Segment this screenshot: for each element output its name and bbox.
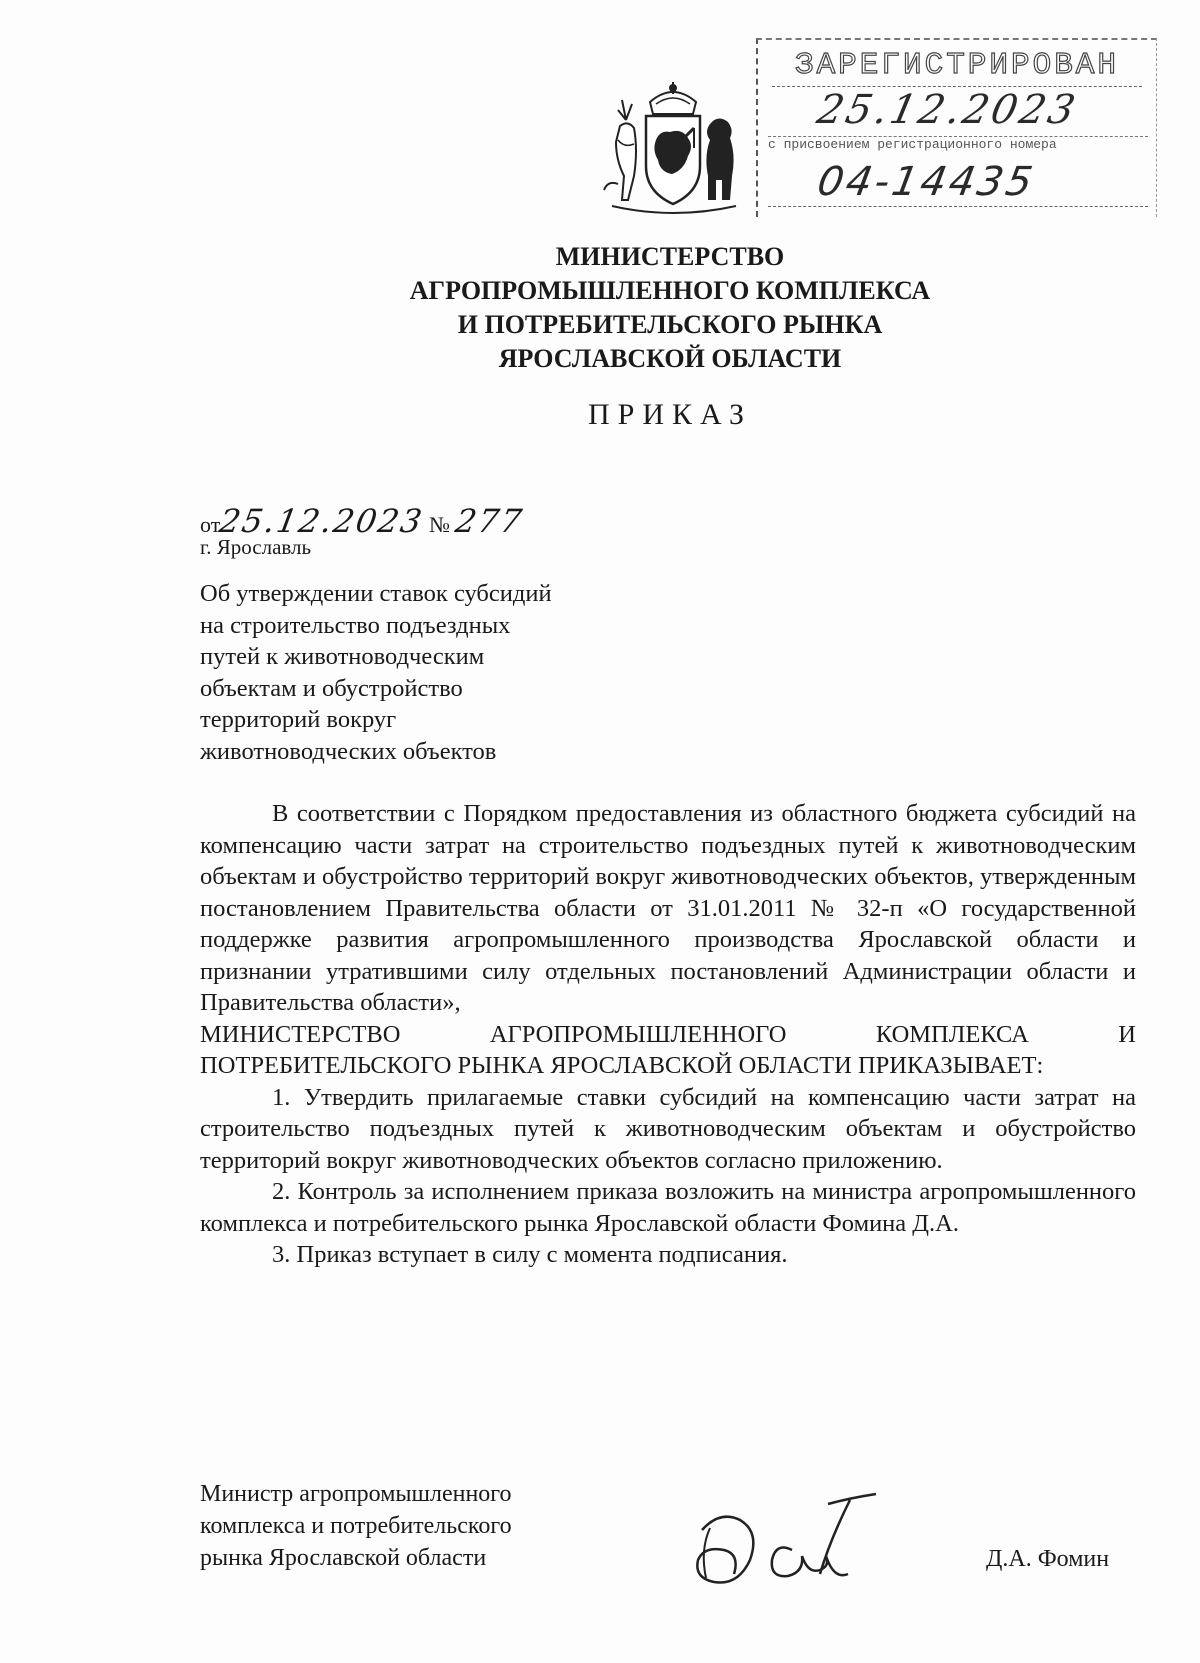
decree-statement: МИНИСТЕРСТВО АГРОПРОМЫШЛЕННОГО КОМПЛЕКСА И ПОТРЕБИТЕЛЬСКОГО РЫНКА ЯРОСЛАВСКОЙ ОБЛАСТИ ПРИКАЗЫВАЕТ: bbox=[200, 1020, 1136, 1079]
ministry-title bbox=[300, 240, 1040, 376]
ministry-title-line: ЯРОСЛАВСКОЙ ОБЛАСТИ bbox=[498, 344, 842, 373]
subject-line: на строительство подъездных bbox=[200, 611, 511, 639]
stamp-date: 25.12.2023 bbox=[813, 87, 1082, 133]
signer-position bbox=[200, 1478, 512, 1574]
preamble-paragraph: В соответствии с Порядком предоставления из областного бюджета субсидий на компенсацию части затрат на строительство подъездных путей к животноводческим объектам и обустройство территорий вокруг животноводческих объектов, утвержденным постановлением Правительства области от 31.01.2011 № 32-п «О государственной поддержке развития агропромышленного производства Ярославской области и признании утратившими силу отдельных постановлений Администрации области и Правительства области», bbox=[200, 800, 1136, 1016]
signer-name: Д.А. Фомин bbox=[986, 1546, 1110, 1572]
signer-position-line: комплекса и потребительского bbox=[200, 1513, 512, 1539]
signer-position-line: Министр агропромышленного bbox=[200, 1481, 512, 1507]
subject-line: путей к животноводческим bbox=[200, 643, 485, 670]
document-type: ПРИКАЗ bbox=[588, 398, 752, 431]
order-item: 2. Контроль за исполнением приказа возложить на министра агропромышленного комплекса и потребительского рынка Ярославской области Фомина Д.А. bbox=[200, 1178, 1136, 1237]
subject-line: территорий вокруг bbox=[200, 706, 397, 733]
ministry-title-line: АГРОПРОМЫШЛЕННОГО КОМПЛЕКСА bbox=[409, 276, 931, 305]
order-date: 25.12.2023 bbox=[216, 502, 427, 540]
subject-line: объектам и обустройство bbox=[200, 674, 463, 702]
order-body bbox=[200, 798, 1136, 1271]
stamp-registration-number: 04-14435 bbox=[813, 159, 1039, 205]
signer-position-line: рынка Ярославской области bbox=[200, 1545, 487, 1571]
subject-line: животноводческих объектов bbox=[200, 737, 497, 765]
stamp-title: ЗАРЕГИСТРИРОВАН bbox=[772, 46, 1142, 87]
order-item: 3. Приказ вступает в силу с момента подписания. bbox=[272, 1241, 788, 1268]
from-label: от bbox=[200, 512, 221, 537]
coat-of-arms-icon bbox=[598, 80, 748, 218]
handwritten-signature-icon bbox=[680, 1490, 900, 1600]
ministry-title-line: И ПОТРЕБИТЕЛЬСКОГО РЫНКА bbox=[457, 310, 883, 339]
stamp-caption: с присвоением регистрационного номера bbox=[768, 137, 1057, 152]
stamp-divider bbox=[768, 206, 1148, 207]
order-subject bbox=[200, 578, 620, 767]
registration-stamp bbox=[756, 38, 1157, 217]
order-item: 1. Утвердить прилагаемые ставки субсидий на компенсацию части затрат на строительство подъездных путей к животноводческим объектам и обустройство территорий вокруг животноводческих объектов согласно приложению. bbox=[200, 1083, 1136, 1174]
subject-line: Об утверждении ставок субсидий bbox=[200, 580, 552, 607]
order-number: 277 bbox=[452, 502, 526, 540]
city: г. Ярославль bbox=[200, 535, 312, 559]
number-label: № bbox=[429, 512, 451, 537]
ministry-title-line: МИНИСТЕРСТВО bbox=[555, 242, 785, 271]
